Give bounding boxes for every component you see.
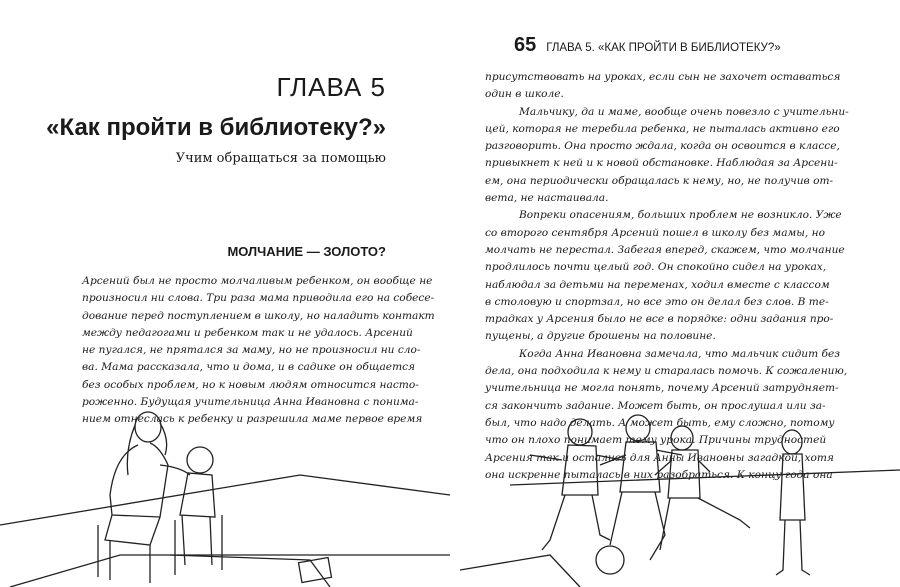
text-line: Вопреки опасениям, больших проблем не возникло. Уже [519,209,842,222]
text-line: Мальчику, да и маме, вообще очень повезло с учительни- [519,105,849,118]
text-line: наблюдал за детьми на переменах, ходил вместе с классом [485,278,830,291]
text-line: произносил ни слова. Три раза мама приводила его на собесе- [82,292,435,305]
text-line: вета, не настаивала. [485,192,609,205]
chapter-title: «Как пройти в библиотеку?» [46,114,386,141]
text-line: что он плохо понимает тему урока. Причины трудностей [485,434,827,447]
text-line: Арсений был не просто молчаливым ребенком, он вообще не [82,275,433,287]
text-line: дование перед поступлением в школу, но наладить контакт [82,309,435,322]
text-line: в столовую и спортзал, но все это он делал без слов. В те- [485,295,829,308]
running-head-title: ГЛАВА 5. «КАК ПРОЙТИ В БИБЛИОТЕКУ?» [546,42,781,54]
text-line: дела, она подходила к нему и старалась помочь. К сожалению, [485,365,848,378]
chapter-subtitle: Учим обращаться за помощью [175,151,386,166]
teacher-and-boy-illustration [0,405,450,587]
text-line: Когда Анна Ивановна замечала, что мальчик сидит без [519,347,841,360]
text-line: Арсения так и остались для Анны Ивановны загадкой, хотя [485,451,834,464]
chapter-label: ГЛАВА 5 [276,72,386,102]
text-line: ем, она периодически обращалась к нему, но, не получив от- [485,174,834,187]
text-line: молчать не перестал. Забегая вперед, скажем, что молчание [485,243,845,256]
text-line: роженно. Будущая учительница Анна Ивановна с понима- [82,396,419,409]
text-line: не пугался, не прятался за маму, но не произносил ни сло- [82,344,421,357]
text-line: между педагогами и ребенком так и не удалось. Арсений [82,326,413,339]
text-line: ва. Мама рассказала, что и дома, и в садике он общается [82,361,416,374]
text-line: присутствовать на уроках, если сын не захочет оставаться [485,71,841,83]
text-line: цей, которая не теребила ребенка, не пыталась активно его [485,122,840,135]
text-line: она искренне пыталась в них разобраться. К концу года она [485,468,833,481]
page-number: 65 [514,34,537,56]
text-line: был, что надо делать. А может быть, ему сложно, потому [485,416,835,429]
section-title: МОЛЧАНИЕ — ЗОЛОТО? [227,244,386,259]
text-line: ся закончить задание. Может быть, он прослушал или за- [485,399,826,412]
text-line: со второго сентября Арсений пошел в школу без мамы, но [485,226,826,239]
text-line: традках у Арсения было не все в порядке: одни задания про- [485,313,834,326]
text-line: пущены, а другие брошены на половине. [485,330,716,343]
text-line: разговорить. Она просто ждала, когда он освоится в классе, [485,140,840,153]
text-line: привыкнет к ней и к новой обстановке. Наблюдая за Арсени- [485,157,838,170]
text-line: без особых проблем, но к новым людям относится насто- [82,378,419,391]
text-line: учительница не могла понять, почему Арсений затрудняет- [485,382,839,395]
text-line: один в школе. [485,88,564,101]
text-line: продлилось почти целый год. Он спокойно сидел на уроках, [485,261,827,274]
running-header [514,34,781,57]
text-line: нием отнеслась к ребенку и разрешила маме первое время [82,413,423,426]
right-page [450,0,900,587]
boys-playing-football-illustration [450,410,900,587]
